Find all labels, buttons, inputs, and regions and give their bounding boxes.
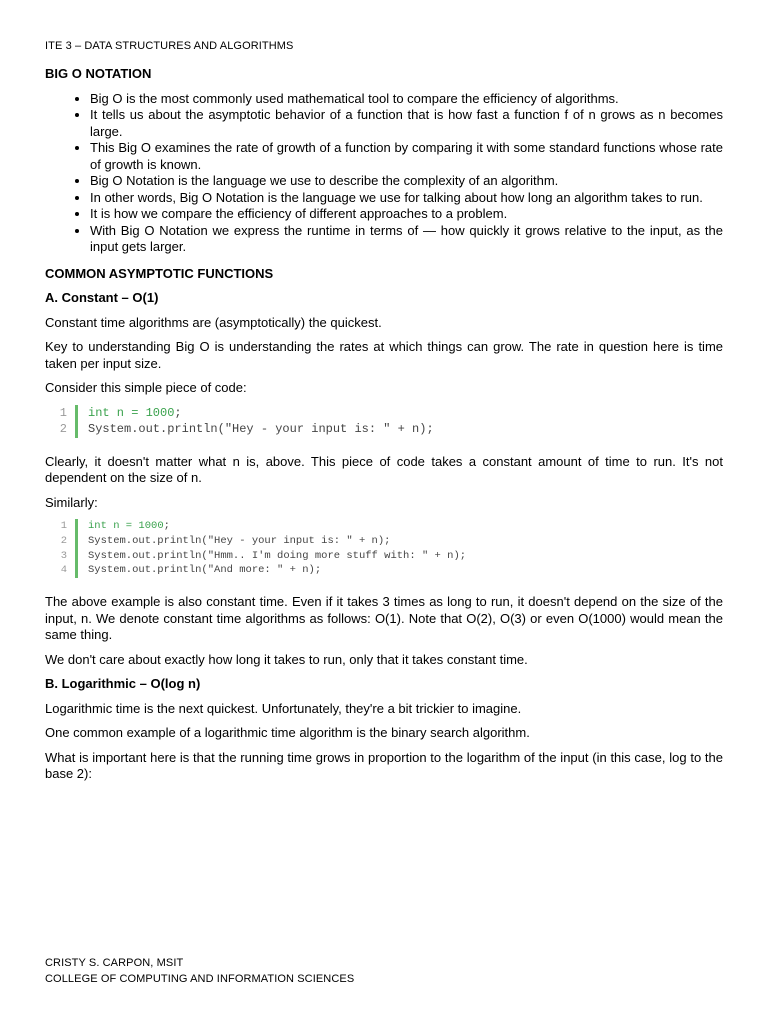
page-footer: [45, 955, 354, 987]
subsection-title-constant: A. Constant – O(1): [45, 290, 159, 305]
list-item: • In other words, Big O Notation is the language we use for talking about how long an algorithm takes to run.: [90, 190, 723, 207]
paragraph: What is important here is that the running time grows in proportion to the logarithm of the input (in this case, log to the base 2):: [45, 749, 723, 782]
code-line: 1 int n = 1000;: [53, 519, 723, 534]
footer-college: COLLEGE OF COMPUTING AND INFORMATION SCIENCES: [45, 973, 355, 985]
list-item: • With Big O Notation we express the runtime in terms of — how quickly it grows relative to the input, as the input gets larger.: [90, 223, 723, 256]
code-block-1: [53, 405, 723, 438]
paragraph: Similarly:: [45, 494, 98, 510]
paragraph: Constant time algorithms are (asymptotically) the quickest.: [45, 314, 382, 330]
paragraph: Consider this simple piece of code:: [45, 380, 247, 395]
line-number: 2: [60, 534, 67, 547]
code-line: 3 System.out.println("Hmm.. I'm doing more stuff with: " + n);: [53, 549, 723, 564]
paragraph: One common example of a logarithmic time algorithm is the binary search algorithm.: [45, 725, 530, 741]
big-o-bullet-list: [45, 91, 723, 256]
document-body: [45, 66, 723, 791]
list-item: • It tells us about the asymptotic behavior of a function that is how fast a function f of n grows as n becomes large.: [90, 107, 723, 140]
list-item: • Big O Notation is the language we use to describe the complexity of an algorithm.: [90, 173, 723, 190]
line-number: 2: [59, 422, 67, 436]
paragraph: Key to understanding Big O is understanding the rates at which things can grow. The rate in question here is time taken per input size.: [45, 339, 723, 371]
line-number: 3: [60, 549, 67, 562]
code-line: 1 int n = 1000;: [53, 405, 723, 422]
paragraph: The above example is also constant time. Even if it takes 3 times as long to run, it doesn't depend on the size of the input, n. We denote constant time algorithms as follows: O(1). Note that O(2), O(3) or even O(1000) would mean the same thing.: [45, 594, 723, 643]
list-item: • This Big O examines the rate of growth of a function by comparing it with some standard functions whose rate of growth is known.: [90, 140, 723, 173]
list-item: • Big O is the most commonly used mathematical tool to compare the efficiency of algorithms.: [90, 91, 723, 108]
code-line: 4 System.out.println("And more: " + n);: [53, 563, 723, 578]
paragraph: Clearly, it doesn't matter what n is, above. This piece of code takes a constant amount of time to run. It's not dependent on the size of n.: [45, 453, 723, 485]
code-line: 2 System.out.println("Hey - your input is: " + n);: [53, 421, 723, 438]
code-block-2: [53, 519, 723, 578]
page-header: ITE 3 – DATA STRUCTURES AND ALGORITHMS: [45, 40, 294, 52]
paragraph: Logarithmic time is the next quickest. Unfortunately, they're a bit trickier to imagine.: [45, 700, 522, 716]
paragraph: We don't care about exactly how long it takes to run, only that it takes constant time.: [45, 651, 528, 667]
section-title-asymptotic: COMMON ASYMPTOTIC FUNCTIONS: [45, 265, 274, 281]
line-number: 1: [59, 405, 67, 420]
list-item: • It is how we compare the efficiency of different approaches to a problem.: [90, 206, 723, 223]
line-number: 4: [60, 564, 67, 577]
code-line: 2 System.out.println("Hey - your input is: " + n);: [53, 534, 723, 549]
section-title-big-o: BIG O NOTATION: [45, 66, 152, 81]
line-number: 1: [60, 520, 67, 532]
footer-author: CRISTY S. CARPON, MSIT: [45, 957, 184, 969]
subsection-title-logarithmic: B. Logarithmic – O(log n): [45, 676, 201, 692]
